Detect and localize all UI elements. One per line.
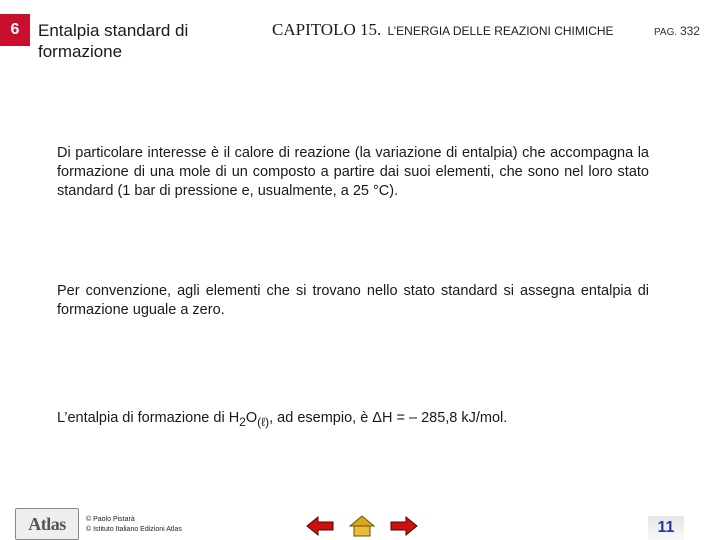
slide-number: 11 — [648, 516, 684, 540]
atlas-logo — [15, 508, 79, 540]
example-prefix: L’entalpia di formazione di H — [57, 410, 240, 426]
paragraph-convention: Per convenzione, agli elementi che si trovano nello stato standard si assegna entalpia di formazione uguale a zero. — [57, 283, 649, 318]
page-number: 332 — [679, 24, 700, 38]
paragraph-example — [57, 409, 649, 432]
credit-author: © Paolo Pistarà — [86, 516, 135, 523]
arrow-left-icon — [305, 515, 335, 537]
section-title: Entalpia standard di formazione — [38, 21, 189, 61]
previous-button[interactable] — [305, 515, 335, 537]
subscript-2: 2 — [239, 414, 246, 429]
next-button[interactable] — [389, 515, 419, 537]
subscript-liquid: (ℓ) — [257, 414, 270, 429]
arrow-right-icon — [389, 515, 419, 537]
home-button[interactable] — [347, 515, 377, 537]
chapter-subtitle: L’ENERGIA DELLE REAZIONI CHIMICHE — [387, 24, 614, 38]
chapter-heading — [272, 20, 614, 40]
home-icon — [347, 515, 377, 537]
credits — [86, 515, 182, 535]
example-o: O — [245, 410, 258, 426]
page-indicator — [654, 24, 700, 38]
logo-text: Atlas — [28, 513, 66, 534]
example-suffix: , ad esempio, è ΔH = – 285,8 kJ/mol. — [269, 410, 508, 426]
page-prefix: PAG. — [654, 27, 678, 38]
section-number: 6 — [0, 14, 30, 46]
credit-publisher: © Istituto Italiano Edizioni Atlas — [86, 526, 182, 533]
paragraph-definition: Di particolare interesse è il calore di reazione (la variazione di entalpia) che accompagna la formazione di una mole di un composto a partire dai suoi elementi, che sono nel loro stato standard (1 bar di pressione e, usualmente, a 25 °C). — [57, 145, 649, 199]
chapter-label: CAPITOLO 15. — [272, 20, 382, 39]
